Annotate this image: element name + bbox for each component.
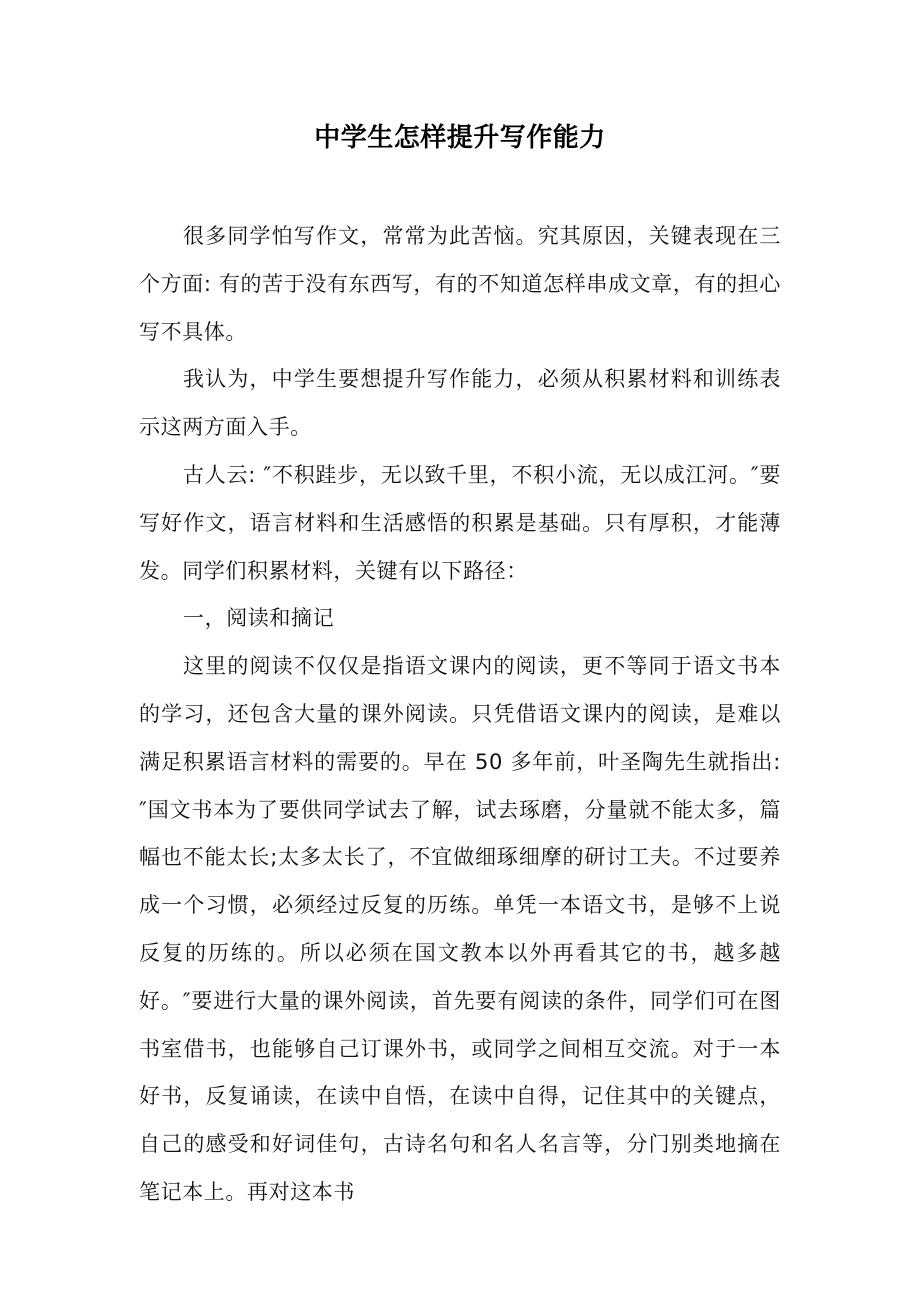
document-body (139, 213, 781, 1217)
document-title: 中学生怎样提升写作能力 (314, 123, 606, 153)
paragraph-reading: 这里的阅读不仅仅是指语文课内的阅读，更不等同于语文书本的学习，还包含大量的课外阅读。只凭借语文课内的阅读，是难以满足积累语言材料的需要的。早在 50 多年前，叶圣陶先生就指出: ″国文书本为了要供同学试去了解，试去琢磨，分量就不能太多，篇幅也不能太长;太多太长了，不宜做细琢细摩的研讨工夫。不过要养成一个习惯，必须经过反复的历练。单凭一本语文书，是够不上说反复的历练的。所以必须在国文教本以外再看其它的书，越多越好。″要进行大量的课外阅读，首先要有阅读的条件，同学们可在图书室借书，也能够自己订课外书，或同学之间相互交流。对于一本好书，反复诵读，在读中自悟，在读中自得，记住其中的关键点，自己的感受和好词佳句，古诗名句和名人名言等，分门别类地摘在笔记本上。再对这本书 (139, 654, 781, 1204)
paragraph-quote: 古人云: ″不积跬步，无以致千里，不积小流，无以成江河。″要写好作文，语言材料和生活感悟的积累是基础。只有厚积，才能薄发。同学们积累材料，关键有以下路径： (139, 462, 781, 583)
section-heading-reading: 一，阅读和摘记 (183, 606, 335, 631)
paragraph-intro: 很多同学怕写作文，常常为此苦恼。究其原因，关键表现在三个方面: 有的苦于没有东西写，有的不知道怎样串成文章，有的担心写不具体。 (139, 224, 781, 344)
paragraph-thesis: 我认为，中学生要想提升写作能力，必须从积累材料和训练表示这两方面入手。 (139, 367, 781, 440)
